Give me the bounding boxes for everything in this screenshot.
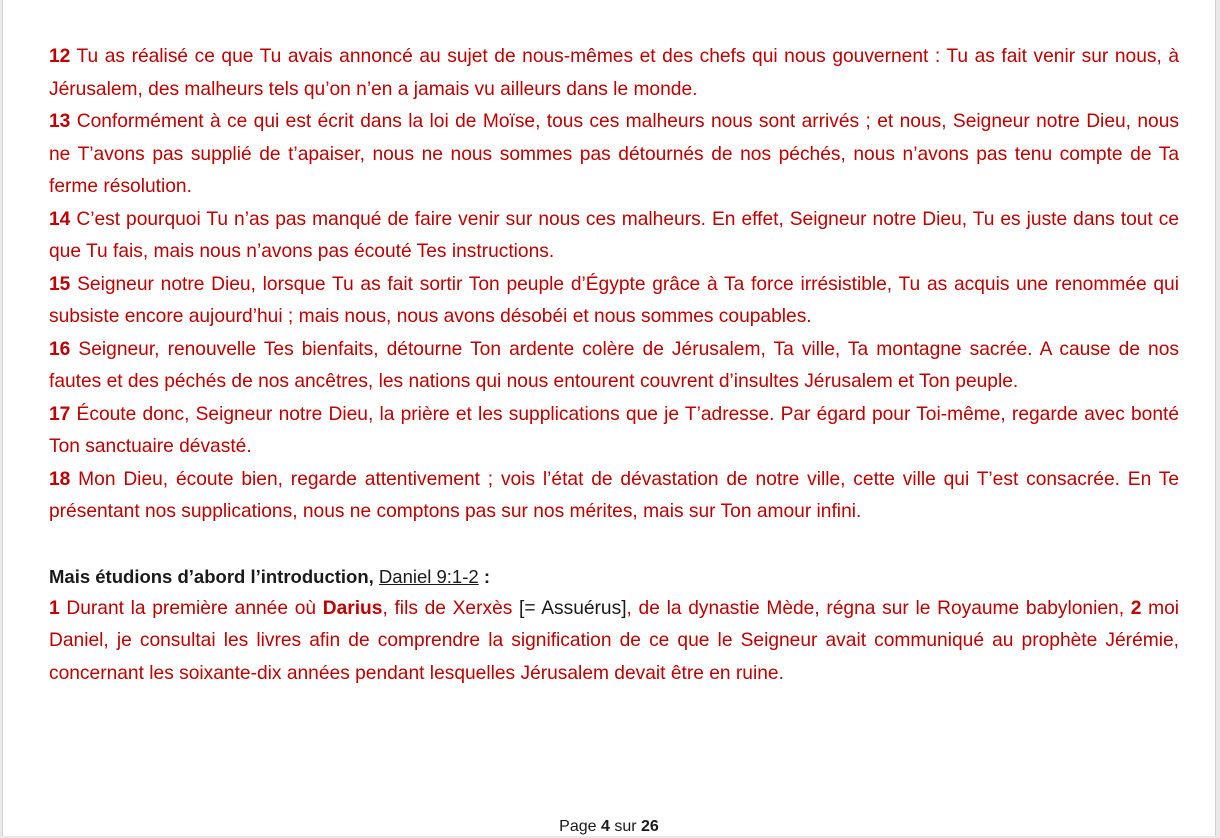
verse-number-2: 2 <box>1130 597 1142 619</box>
bracket-note: [= Assuérus] <box>519 597 627 619</box>
total-page-count: 26 <box>641 818 659 835</box>
verse-13 <box>49 106 1179 204</box>
darius-name: Darius <box>322 597 383 619</box>
section-heading <box>49 561 1179 593</box>
heading-suffix: : <box>478 565 490 587</box>
verse-17 <box>49 399 1179 464</box>
intro-text-4: moi Daniel, je consultai les livres afin de comprendre la signification de ce que le Seigneur avait communiqué au prophète Jérémie, concernant les soixante-dix années pendant lesquelles Jérusalem devait être en ruine. <box>49 597 1180 684</box>
scripture-reference-link[interactable]: Daniel 9:1-2 <box>378 565 479 587</box>
verse-number: 17 <box>49 403 71 425</box>
footer-prefix: Page <box>559 818 601 835</box>
verse-number-1: 1 <box>49 597 60 619</box>
verse-number: 13 <box>49 111 71 132</box>
intro-passage <box>49 593 1179 691</box>
page-footer <box>3 816 1215 838</box>
verse-number: 16 <box>49 338 71 360</box>
verse-number: 15 <box>49 273 71 295</box>
page-content <box>49 41 1179 690</box>
verse-text: Seigneur, renouvelle Tes bienfaits, détourne Ton ardente colère de Jérusalem, Ta ville, Ta montagne sacrée. A cause de nos fautes et des péchés de nos ancêtres, les nations qui nous entourent couvrent d’insultes Jérusalem et Ton peuple. <box>49 338 1179 392</box>
intro-text-2: , fils de Xerxès <box>382 597 520 619</box>
heading-text: Mais étudions d’abord l’introduction, <box>49 565 379 587</box>
intro-text-1: Durant la première année où <box>59 597 323 619</box>
verse-text: Mon Dieu, écoute bien, regarde attentivement ; vois l’état de dévastation de notre ville, cette ville qui T’est consacrée. En Te présentant nos supplications, nous ne comptons pas sur nos mérites, mais sur Ton amour infini. <box>49 468 1179 522</box>
verse-18 <box>49 464 1179 529</box>
verse-text: Écoute donc, Seigneur notre Dieu, la prière et les supplications que je T’adresse. Par égard pour Toi-même, regarde avec bonté Ton sanctuaire dévasté. <box>49 403 1179 457</box>
footer-middle: sur <box>609 818 642 835</box>
current-page-number: 4 <box>600 818 610 835</box>
verse-number: 12 <box>49 46 71 67</box>
verse-15 <box>49 269 1179 334</box>
verse-14 <box>49 204 1179 269</box>
verse-text: C’est pourquoi Tu n’as pas manqué de faire venir sur nous ces malheurs. En effet, Seigneur notre Dieu, Tu es juste dans tout ce que Tu fais, mais nous n’avons pas écouté Tes instructions. <box>49 208 1179 262</box>
intro-text-3: , de la dynastie Mède, régna sur le Royaume babylonien, <box>626 597 1131 619</box>
verse-text: Tu as réalisé ce que Tu avais annoncé au sujet de nous-mêmes et des chefs qui nous gouvernent : Tu as fait venir sur nous, à Jérusalem, des malheurs tels qu’on n’en a jamais vu ailleurs dans le monde. <box>49 46 1180 100</box>
verse-number: 14 <box>49 208 71 230</box>
verse-text: Seigneur notre Dieu, lorsque Tu as fait sortir Ton peuple d’Égypte grâce à Ta force irrésistible, Tu as acquis une renommée qui subsiste encore aujourd’hui ; mais nous, nous avons désobéi et nous sommes coupables. <box>49 273 1179 327</box>
verse-16 <box>49 334 1179 399</box>
verse-number: 18 <box>49 468 71 490</box>
verse-text: Conformément à ce qui est écrit dans la loi de Moïse, tous ces malheurs nous sont arrivés ; et nous, Seigneur notre Dieu, nous ne T’avons pas supplié de t’apaiser, nous ne nous sommes pas détournés de nos péchés, nous n’avons pas tenu compte de Ta ferme résolution. <box>49 111 1179 197</box>
document-page <box>2 0 1216 836</box>
verse-12 <box>49 41 1179 106</box>
